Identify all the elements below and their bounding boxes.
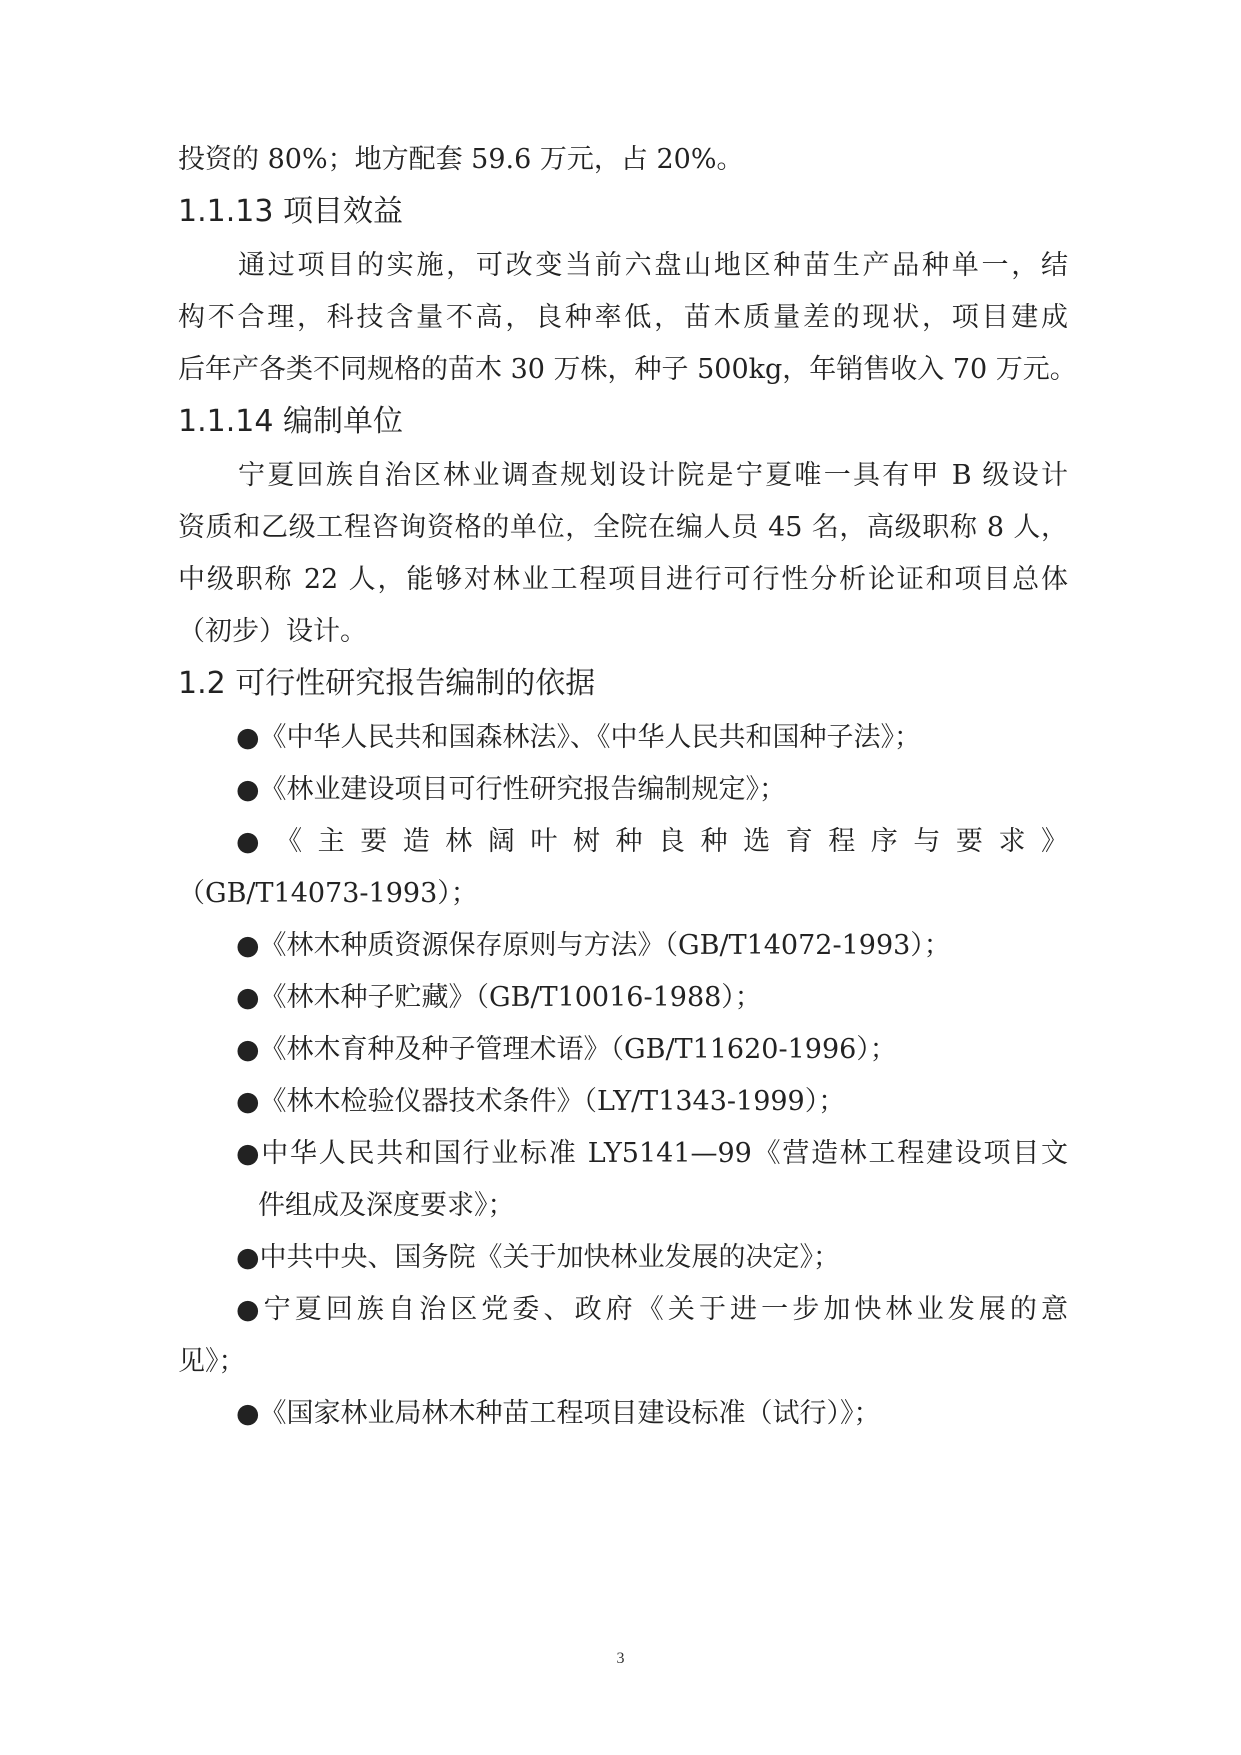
basis-item-germplasm-conservation: ●《林木种质资源保存原则与方法》（GB/T14072-1993）； xyxy=(236,930,951,961)
basis-item-broadleaf-selection: ●《主要造林阔叶树种良种选育程序与要求》 xyxy=(236,826,1068,857)
paragraph-benefit-line-1: 通过项目的实施，可改变当前六盘山地区种苗生产品种单一，结 xyxy=(238,250,1068,281)
paragraph-unit-line-1: 宁夏回族自治区林业调查规划设计院是宁夏唯一具有甲 B 级设计 xyxy=(238,460,1068,491)
paragraph-benefit-line-3: 后年产各类不同规格的苗木 30 万株，种子 500kg，年销售收入 70 万元。 xyxy=(178,354,1077,385)
basis-item-broadleaf-selection-code: （GB/T14073-1993）； xyxy=(178,878,478,909)
basis-item-feasibility-rules: ●《林业建设项目可行性研究报告编制规定》； xyxy=(236,774,787,805)
paragraph-benefit-line-2: 构不合理，科技含量不高，良种率低，苗木质量差的现状，项目建成 xyxy=(178,302,1068,333)
basis-item-ningxia-opinion: ●宁夏回族自治区党委、政府《关于进一步加快林业发展的意 xyxy=(236,1294,1068,1325)
basis-item-industry-standard-cont: 件组成及深度要求》； xyxy=(258,1190,515,1221)
basis-item-central-decision: ●中共中央、国务院《关于加快林业发展的决定》； xyxy=(236,1242,841,1273)
paragraph-investment-continued: 投资的 80%；地方配套 59.6 万元，占 20%。 xyxy=(178,144,744,175)
basis-item-ningxia-opinion-cont: 见》； xyxy=(178,1346,246,1377)
paragraph-unit-line-4: （初步）设计。 xyxy=(178,616,367,647)
basis-item-breeding-terms: ●《林木育种及种子管理术语》（GB/T11620-1996）； xyxy=(236,1034,897,1065)
basis-item-industry-standard: ●中华人民共和国行业标准 LY5141—99《营造林工程建设项目文 xyxy=(236,1138,1068,1169)
basis-item-test-instruments: ●《林木检验仪器技术条件》（LY/T1343-1999）； xyxy=(236,1086,846,1117)
section-heading-1-1-14: 1.1.14 编制单位 xyxy=(178,404,403,439)
basis-item-forest-law: ●《中华人民共和国森林法》、《中华人民共和国种子法》； xyxy=(236,722,922,753)
basis-item-seedling-standard: ●《国家林业局林木种苗工程项目建设标准（试行）》； xyxy=(236,1398,881,1429)
section-heading-1-2: 1.2 可行性研究报告编制的依据 xyxy=(178,666,596,701)
paragraph-unit-line-2: 资质和乙级工程咨询资格的单位，全院在编人员 45 名，高级职称 8 人， xyxy=(178,512,1068,543)
basis-item-seed-storage: ●《林木种子贮藏》（GB/T10016-1988）； xyxy=(236,982,762,1013)
page-number: 3 xyxy=(616,1650,625,1667)
paragraph-unit-line-3: 中级职称 22 人，能够对林业工程项目进行可行性分析论证和项目总体 xyxy=(178,564,1068,595)
section-heading-1-1-13: 1.1.13 项目效益 xyxy=(178,194,403,229)
